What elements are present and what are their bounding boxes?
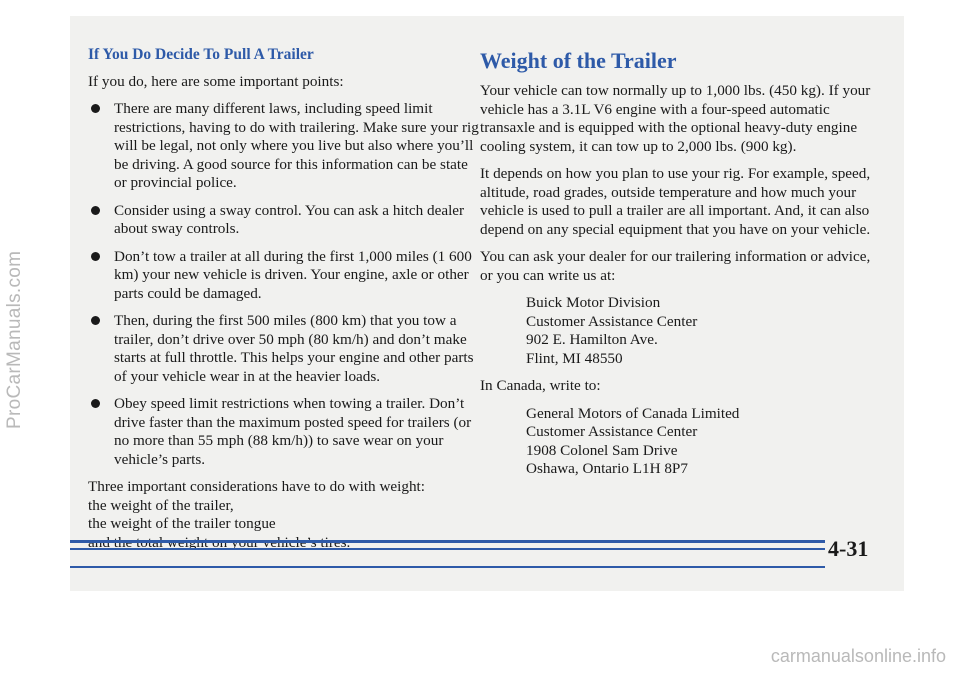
towing-capacity-paragraph: Your vehicle can tow normally up to 1,000 lbs. (450 kg). If your vehicle has a 3.1L V6 engine with a four-speed automatic transaxle and is equipped with the optional heavy-duty engine cooling system, it can tow up to 2,000 lbs. (900 kg).	[480, 82, 871, 155]
section-subheading: If You Do Decide To Pull A Trailer	[88, 46, 314, 63]
list-item	[88, 248, 480, 304]
us-address	[526, 294, 875, 368]
considerations-line: the weight of the trailer,	[88, 496, 234, 514]
bullet-icon	[91, 206, 100, 215]
canada-address	[526, 405, 875, 479]
bullet-icon	[91, 104, 100, 113]
intro-paragraph: If you do, here are some important points:	[88, 72, 344, 90]
bottom-watermark: carmanualsonline.info	[770, 646, 946, 666]
list-item	[88, 100, 480, 193]
bullet-icon	[91, 252, 100, 261]
footer-rule	[70, 540, 825, 543]
address-line: Customer Assistance Center	[526, 423, 698, 440]
canada-paragraph: In Canada, write to:	[480, 377, 601, 394]
address-line: Oshawa, Ontario L1H 8P7	[526, 460, 688, 477]
page-number: 4-31	[828, 536, 869, 561]
address-line: Flint, MI 48550	[526, 349, 623, 367]
list-item-text: Consider using a sway control. You can ask a hitch dealer about sway controls.	[114, 201, 465, 237]
important-points-list	[88, 100, 480, 469]
list-item-text: Obey speed limit restrictions when towing a trailer. Don’t drive faster than the maximum posted speed for trailers (or no more than 55 mph (88 km/h)) to save wear on your vehicle’s parts.	[114, 395, 472, 468]
considerations-line: the weight of the trailer tongue	[88, 515, 276, 532]
list-item-text: Don’t tow a trailer at all during the first 1,000 miles (1 600 km) your new vehicle is driven. Your engine, axle or other parts could be damaged.	[114, 247, 472, 302]
list-item-text: There are many different laws, including speed limit restrictions, having to do with trailering. Make sure your rig will be legal, not only where you live but also where you’ll be driving. A good source for this information can be state or provincial police.	[114, 100, 479, 191]
section-title: Weight of the Trailer	[480, 48, 677, 73]
right-column	[480, 46, 875, 488]
footer-rule	[70, 548, 825, 550]
footer-rule	[70, 566, 825, 568]
address-line: Buick Motor Division	[526, 294, 661, 311]
factors-paragraph: It depends on how you plan to use your rig. For example, speed, altitude, road grades, outside temperature and how much your vehicle is used to pull a trailer are all important. And, it can also depend on any special equipment that you have on your vehicle.	[480, 165, 871, 238]
contact-paragraph: You can ask your dealer for our trailering information or advice, or you can write us at:	[480, 248, 871, 284]
list-item	[88, 395, 480, 469]
address-line: General Motors of Canada Limited	[526, 404, 740, 422]
address-line: 902 E. Hamilton Ave.	[526, 331, 658, 348]
left-column	[88, 46, 480, 552]
list-item-text: Then, during the first 500 miles (800 km) that you tow a trailer, don’t drive over 50 mph (80 km/h) and don’t make starts at full throttle. This helps your engine and other parts of your vehicle wear in at the heavier loads.	[114, 312, 474, 385]
address-line: 1908 Colonel Sam Drive	[526, 441, 678, 459]
address-line: Customer Assistance Center	[526, 312, 698, 330]
list-item	[88, 312, 480, 386]
side-watermark: ProCarManuals.com	[4, 250, 25, 430]
bullet-icon	[91, 316, 100, 325]
considerations-line: Three important considerations have to do with weight:	[88, 478, 425, 495]
list-item	[88, 202, 480, 239]
bullet-icon	[91, 399, 100, 408]
